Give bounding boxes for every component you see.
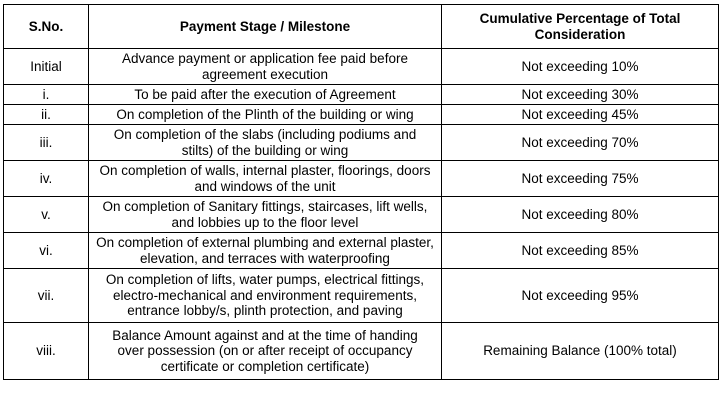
row-stage: On completion of the Plinth of the building or wing xyxy=(89,105,442,125)
header-stage: Payment Stage / Milestone xyxy=(89,5,442,49)
row-sno: ii. xyxy=(4,105,89,125)
row-percentage: Not exceeding 80% xyxy=(442,197,719,233)
row-percentage: Not exceeding 95% xyxy=(442,269,719,323)
row-percentage: Not exceeding 70% xyxy=(442,125,719,161)
row-sno: vi. xyxy=(4,233,89,269)
payment-schedule-table xyxy=(3,4,719,380)
row-sno: iii. xyxy=(4,125,89,161)
row-stage: On completion of lifts, water pumps, electrical fittings, electro-mechanical and environment requirements, entrance lobby/s, plinth protection, and paving xyxy=(89,269,442,323)
row-sno: v. xyxy=(4,197,89,233)
row-percentage: Not exceeding 30% xyxy=(442,85,719,105)
row-percentage: Not exceeding 85% xyxy=(442,233,719,269)
table-row xyxy=(4,323,719,380)
table-row xyxy=(4,197,719,233)
table-row xyxy=(4,125,719,161)
table-header-row xyxy=(4,5,719,49)
header-percentage: Cumulative Percentage of Total Consideration xyxy=(442,5,719,49)
table-row xyxy=(4,105,719,125)
row-percentage: Not exceeding 75% xyxy=(442,161,719,197)
table-row xyxy=(4,161,719,197)
header-sno: S.No. xyxy=(4,5,89,49)
table-row xyxy=(4,49,719,85)
row-stage: On completion of the slabs (including podiums and stilts) of the building or wing xyxy=(89,125,442,161)
row-sno: i. xyxy=(4,85,89,105)
row-stage: Balance Amount against and at the time of handing over possession (on or after receipt of occupancy certificate or completion certificate) xyxy=(89,323,442,380)
row-stage: On completion of walls, internal plaster, floorings, doors and windows of the unit xyxy=(89,161,442,197)
row-stage: Advance payment or application fee paid before agreement execution xyxy=(89,49,442,85)
table-row xyxy=(4,85,719,105)
row-sno: iv. xyxy=(4,161,89,197)
row-percentage: Not exceeding 10% xyxy=(442,49,719,85)
row-percentage: Not exceeding 45% xyxy=(442,105,719,125)
row-sno: Initial xyxy=(4,49,89,85)
row-stage: On completion of external plumbing and external plaster, elevation, and terraces with waterproofing xyxy=(89,233,442,269)
row-percentage: Remaining Balance (100% total) xyxy=(442,323,719,380)
row-stage: On completion of Sanitary fittings, staircases, lift wells, and lobbies up to the floor level xyxy=(89,197,442,233)
row-sno: viii. xyxy=(4,323,89,380)
table-row xyxy=(4,233,719,269)
row-sno: vii. xyxy=(4,269,89,323)
table-row xyxy=(4,269,719,323)
row-stage: To be paid after the execution of Agreement xyxy=(89,85,442,105)
